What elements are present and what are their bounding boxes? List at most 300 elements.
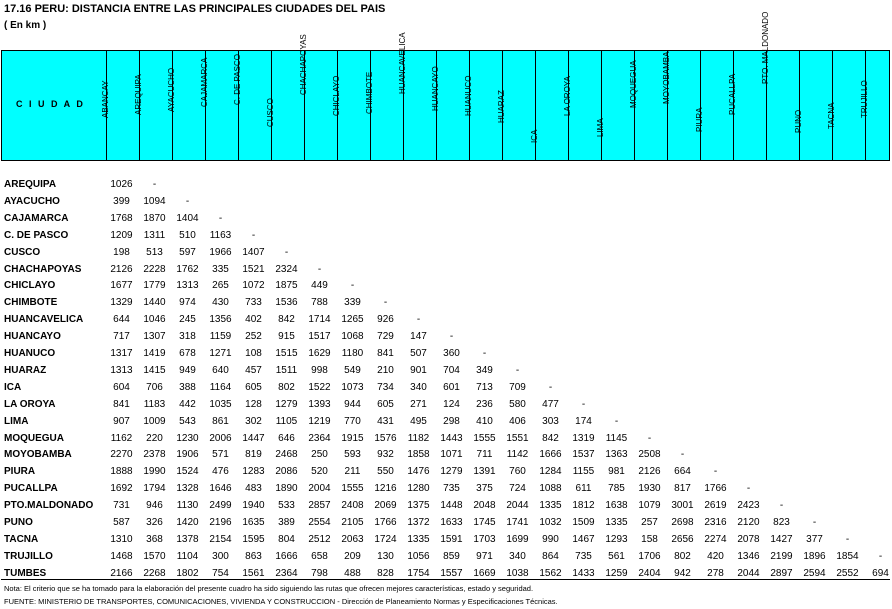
distance-cell: 2619 bbox=[704, 500, 727, 512]
distance-cell: 1130 bbox=[176, 500, 199, 512]
distance-cell: 2069 bbox=[374, 500, 397, 512]
distance-cell: 711 bbox=[476, 449, 493, 461]
distance-cell: 2270 bbox=[110, 449, 133, 461]
distance-cell: - bbox=[218, 212, 223, 224]
distance-cell: 731 bbox=[113, 500, 130, 512]
distance-cell: 265 bbox=[212, 280, 229, 292]
distance-cell: 430 bbox=[212, 297, 229, 309]
row-city-label: HUARAZ bbox=[4, 364, 47, 376]
distance-cell: 1966 bbox=[209, 246, 232, 258]
distance-cell: 1104 bbox=[176, 550, 199, 562]
distance-cell: 278 bbox=[707, 567, 724, 579]
distance-cell: 1259 bbox=[605, 567, 628, 579]
distance-cell: 842 bbox=[278, 314, 295, 326]
distance-cell: 2228 bbox=[143, 263, 166, 275]
distance-cell: 1930 bbox=[638, 483, 661, 495]
distance-cell: 974 bbox=[179, 297, 196, 309]
distance-cell: 1329 bbox=[110, 297, 133, 309]
distance-cell: - bbox=[152, 179, 157, 190]
distance-cell: 1155 bbox=[572, 466, 595, 478]
distance-cell: 477 bbox=[542, 398, 559, 410]
column-header-label: TRUJILLO bbox=[860, 80, 869, 119]
row-city-label: HUANUCO bbox=[4, 348, 56, 359]
column-header-label: C. DE PASCO bbox=[233, 54, 242, 106]
row-city-label: TRUJILLO bbox=[4, 550, 53, 562]
distance-cell: 1766 bbox=[374, 517, 397, 528]
distance-cell: 1666 bbox=[275, 550, 298, 562]
distance-cell: 1745 bbox=[473, 517, 496, 528]
distance-cell: 1714 bbox=[308, 314, 331, 326]
distance-cell: 543 bbox=[179, 415, 196, 427]
distance-cell: 326 bbox=[146, 517, 163, 528]
distance-cell: 1562 bbox=[539, 567, 562, 579]
distance-cell: 507 bbox=[410, 348, 427, 359]
distance-cell: 302 bbox=[245, 415, 262, 427]
distance-cell: 339 bbox=[344, 297, 361, 309]
distance-cell: 124 bbox=[443, 398, 460, 410]
row-city-label: PTO.MALDONADO bbox=[4, 500, 94, 512]
distance-cell: - bbox=[317, 263, 322, 275]
distance-cell: 1433 bbox=[572, 567, 595, 579]
distance-cell: 1142 bbox=[506, 449, 529, 461]
distance-cell: 640 bbox=[212, 364, 229, 376]
distance-cell: 476 bbox=[212, 466, 229, 478]
distance-cell: 2120 bbox=[737, 517, 760, 528]
row-city-label: MOQUEGUA bbox=[4, 432, 64, 444]
distance-cell: 2404 bbox=[638, 567, 661, 579]
distance-cell: 1393 bbox=[308, 398, 331, 410]
distance-cell: 1313 bbox=[110, 364, 133, 376]
distance-cell: 1561 bbox=[242, 567, 265, 579]
distance-cell: 1896 bbox=[803, 550, 826, 562]
distance-cell: 1293 bbox=[605, 533, 628, 545]
distance-cell: 402 bbox=[245, 314, 262, 326]
distance-cell: 1576 bbox=[374, 432, 397, 444]
distance-cell: 1633 bbox=[440, 517, 463, 528]
distance-cell: 2423 bbox=[737, 500, 760, 512]
distance-cell: - bbox=[647, 432, 652, 444]
distance-cell: 1476 bbox=[407, 466, 430, 478]
distance-cell: 389 bbox=[278, 517, 295, 528]
distance-cell: 2105 bbox=[341, 517, 364, 528]
column-header-label: HUARAZ bbox=[497, 90, 506, 124]
distance-cell: 601 bbox=[443, 381, 460, 393]
distance-cell: 1009 bbox=[143, 415, 166, 427]
distance-cell: 802 bbox=[278, 381, 295, 393]
distance-cell: 2078 bbox=[737, 533, 760, 545]
distance-cell: 863 bbox=[245, 550, 262, 562]
distance-cell: 915 bbox=[278, 331, 295, 343]
distance-cell: 1940 bbox=[242, 500, 265, 512]
distance-cell: 1328 bbox=[176, 483, 199, 495]
distance-cell: 457 bbox=[245, 364, 262, 376]
distance-cell: 488 bbox=[344, 567, 361, 579]
distance-cell: 1219 bbox=[308, 415, 331, 427]
distance-cell: 1443 bbox=[440, 432, 463, 444]
row-city-label: LA OROYA bbox=[4, 398, 56, 410]
distance-cell: 798 bbox=[311, 567, 328, 579]
distance-cell: 1164 bbox=[209, 381, 232, 393]
distance-cell: 1766 bbox=[704, 483, 727, 495]
distance-cell: 990 bbox=[542, 533, 559, 545]
column-header bbox=[860, 51, 892, 160]
row-city-label: TUMBES bbox=[4, 567, 47, 579]
table-note: Nota: El criterio que se ha tomado para la elaboración del presente cuadro ha sido siguiendo las rutas que ofrecen mejores características, estado y seguridad. bbox=[4, 584, 534, 593]
distance-cell: 717 bbox=[113, 331, 130, 343]
distance-cell: 1915 bbox=[341, 432, 364, 444]
distance-cell: 2554 bbox=[308, 517, 331, 528]
distance-cell: 1313 bbox=[176, 280, 199, 292]
column-header-label: MOYOBAMBA bbox=[662, 51, 671, 104]
distance-cell: 1335 bbox=[539, 500, 562, 512]
distance-cell: 335 bbox=[212, 263, 229, 275]
distance-cell: 1068 bbox=[341, 331, 364, 343]
distance-cell: 2364 bbox=[275, 567, 298, 579]
distance-cell: 1145 bbox=[605, 432, 628, 444]
distance-cell: - bbox=[284, 246, 289, 258]
distance-cell: 368 bbox=[146, 533, 163, 545]
distance-cell: 340 bbox=[410, 381, 427, 393]
distance-cell: 495 bbox=[410, 415, 427, 427]
distance-cell: 1741 bbox=[506, 517, 529, 528]
column-header-label: LA OROYA bbox=[563, 76, 572, 117]
distance-cell: 823 bbox=[773, 517, 790, 528]
distance-cell: 1517 bbox=[308, 331, 331, 343]
distance-cell: - bbox=[449, 331, 454, 343]
distance-cell: 1595 bbox=[242, 533, 265, 545]
distance-cell: 1375 bbox=[407, 500, 430, 512]
row-city-label: HUANCAYO bbox=[4, 331, 61, 343]
distance-cell: 694 bbox=[872, 567, 889, 579]
distance-cell: 209 bbox=[344, 550, 361, 562]
distance-cell: 1071 bbox=[440, 449, 463, 461]
distance-cell: 706 bbox=[146, 381, 163, 393]
distance-cell: 704 bbox=[443, 364, 460, 376]
row-city-label: CHICLAYO bbox=[4, 280, 56, 292]
distance-cell: 1762 bbox=[176, 263, 199, 275]
distance-cell: 1990 bbox=[143, 466, 166, 478]
distance-cell: 1271 bbox=[209, 348, 232, 359]
distance-cell: 1692 bbox=[110, 483, 133, 495]
distance-cell: 605 bbox=[377, 398, 394, 410]
distance-cell: 1088 bbox=[539, 483, 562, 495]
column-header-label: PIURA bbox=[695, 107, 704, 132]
distance-cell: 1854 bbox=[836, 550, 859, 562]
distance-cell: 907 bbox=[113, 415, 130, 427]
distance-cell: 236 bbox=[476, 398, 493, 410]
distance-cell: 1522 bbox=[308, 381, 331, 393]
distance-cell: 1105 bbox=[275, 415, 298, 427]
distance-cell: 298 bbox=[443, 415, 460, 427]
distance-cell: 571 bbox=[212, 449, 229, 461]
distance-cell: 1669 bbox=[473, 567, 496, 579]
distance-cell: 819 bbox=[245, 449, 262, 461]
distance-cell: 1629 bbox=[308, 348, 331, 359]
distance-cell: 802 bbox=[674, 550, 691, 562]
row-city-label: AREQUIPA bbox=[4, 179, 57, 190]
distance-cell: 1363 bbox=[605, 449, 628, 461]
distance-cell: 1180 bbox=[341, 348, 364, 359]
distance-cell: 303 bbox=[542, 415, 559, 427]
distance-cell: 1870 bbox=[143, 212, 166, 224]
distance-cell: 108 bbox=[245, 348, 262, 359]
distance-cell: 1163 bbox=[209, 229, 232, 241]
distance-cell: 2408 bbox=[341, 500, 364, 512]
distance-cell: 2364 bbox=[308, 432, 331, 444]
distance-cell: 593 bbox=[344, 449, 361, 461]
distance-cell: 733 bbox=[245, 297, 262, 309]
row-city-label: LIMA bbox=[4, 415, 29, 427]
table-title: 17.16 PERU: DISTANCIA ENTRE LAS PRINCIPALES CIUDADES DEL PAIS bbox=[4, 3, 386, 15]
distance-cell: 1279 bbox=[440, 466, 463, 478]
distance-cell: 1591 bbox=[440, 533, 463, 545]
row-city-label: PUNO bbox=[4, 517, 33, 528]
distance-cell: 1724 bbox=[374, 533, 397, 545]
distance-cell: 817 bbox=[674, 483, 691, 495]
column-header-label: PTO. MALDONADO bbox=[761, 11, 770, 84]
distance-cell: 2468 bbox=[275, 449, 298, 461]
distance-cell: 2698 bbox=[671, 517, 694, 528]
column-header bbox=[563, 51, 601, 160]
distance-cell: - bbox=[548, 381, 553, 393]
distance-cell: 664 bbox=[674, 466, 691, 478]
column-header-label: CHACHAPOYAS bbox=[299, 34, 308, 96]
distance-cell: 1419 bbox=[143, 348, 166, 359]
distance-cell: - bbox=[878, 550, 883, 562]
distance-cell: 864 bbox=[542, 550, 559, 562]
distance-cell: 1888 bbox=[110, 466, 133, 478]
distance-cell: 646 bbox=[278, 432, 295, 444]
distance-cell: 1391 bbox=[473, 466, 496, 478]
distance-cell: 724 bbox=[509, 483, 526, 495]
distance-cell: 1906 bbox=[176, 449, 199, 461]
column-header-label: LIMA bbox=[596, 118, 605, 138]
distance-cell: 2857 bbox=[308, 500, 331, 512]
distance-cell: 1467 bbox=[572, 533, 595, 545]
distance-cell: 932 bbox=[377, 449, 394, 461]
distance-cell: 709 bbox=[509, 381, 526, 393]
distance-cell: 1404 bbox=[176, 212, 199, 224]
row-city-label: CHIMBOTE bbox=[4, 297, 58, 309]
distance-cell: 252 bbox=[245, 331, 262, 343]
distance-cell: 1162 bbox=[110, 432, 133, 444]
distance-cell: 842 bbox=[542, 432, 559, 444]
distance-cell: 1280 bbox=[407, 483, 430, 495]
distance-cell: - bbox=[350, 280, 355, 292]
distance-cell: 2048 bbox=[473, 500, 496, 512]
distance-cell: 1310 bbox=[110, 533, 133, 545]
distance-cell: 1420 bbox=[176, 517, 199, 528]
distance-cell: 804 bbox=[278, 533, 295, 545]
distance-cell: 1447 bbox=[242, 432, 265, 444]
table-subtitle: ( En km ) bbox=[4, 20, 47, 31]
column-header-label: ICA bbox=[530, 129, 539, 143]
distance-cell: 785 bbox=[608, 483, 625, 495]
distance-cell: 901 bbox=[410, 364, 427, 376]
distance-cell: 300 bbox=[212, 550, 229, 562]
distance-cell: 949 bbox=[179, 364, 196, 376]
distance-cell: 2324 bbox=[275, 263, 298, 275]
distance-cell: 713 bbox=[476, 381, 493, 393]
distance-cell: 770 bbox=[344, 415, 361, 427]
distance-cell: 754 bbox=[212, 567, 229, 579]
distance-cell: 533 bbox=[278, 500, 295, 512]
distance-cell: 2499 bbox=[209, 500, 232, 512]
distance-cell: 2378 bbox=[143, 449, 166, 461]
distance-cell: 859 bbox=[443, 550, 460, 562]
distance-cell: 1448 bbox=[440, 500, 463, 512]
distance-cell: 349 bbox=[476, 364, 493, 376]
distance-cell: 1427 bbox=[770, 533, 793, 545]
distance-cell: 2268 bbox=[143, 567, 166, 579]
distance-cell: 1706 bbox=[638, 550, 661, 562]
distance-cell: 841 bbox=[113, 398, 130, 410]
row-city-label: TACNA bbox=[4, 533, 39, 545]
distance-cell: 1555 bbox=[341, 483, 364, 495]
distance-cell: 828 bbox=[377, 567, 394, 579]
distance-cell: 2508 bbox=[638, 449, 661, 461]
distance-cell: 2126 bbox=[638, 466, 661, 478]
distance-cell: 1858 bbox=[407, 449, 430, 461]
distance-cell: 340 bbox=[509, 550, 526, 562]
distance-cell: 174 bbox=[575, 415, 592, 427]
distance-cell: 580 bbox=[509, 398, 526, 410]
distance-cell: 1551 bbox=[506, 432, 529, 444]
column-header bbox=[761, 11, 799, 160]
distance-cell: - bbox=[482, 348, 487, 359]
distance-cell: 1555 bbox=[473, 432, 496, 444]
distance-cell: 611 bbox=[575, 483, 592, 495]
distance-cell: 1703 bbox=[473, 533, 496, 545]
distance-cell: 2316 bbox=[704, 517, 727, 528]
distance-cell: 2594 bbox=[803, 567, 826, 579]
distance-cell: 377 bbox=[806, 533, 823, 545]
distance-cell: 841 bbox=[377, 348, 394, 359]
distance-cell: 788 bbox=[311, 297, 328, 309]
distance-cell: 644 bbox=[113, 314, 130, 326]
distance-cell: 1265 bbox=[341, 314, 364, 326]
distance-cell: 2552 bbox=[836, 567, 859, 579]
column-header-label: CHICLAYO bbox=[332, 75, 341, 116]
distance-cell: 198 bbox=[113, 246, 130, 258]
distance-cell: 1038 bbox=[506, 567, 529, 579]
distance-cell: 410 bbox=[476, 415, 493, 427]
distance-cell: - bbox=[416, 314, 421, 326]
distance-cell: 1802 bbox=[176, 567, 199, 579]
distance-cell: 1699 bbox=[506, 533, 529, 545]
distance-cell: 1875 bbox=[275, 280, 298, 292]
distance-cell: 130 bbox=[377, 550, 394, 562]
column-header-label: CAJAMARCA bbox=[200, 57, 209, 107]
distance-cell: 1812 bbox=[572, 500, 595, 512]
distance-cell: 442 bbox=[179, 398, 196, 410]
distance-cell: 1646 bbox=[209, 483, 232, 495]
distance-cell: 946 bbox=[146, 500, 163, 512]
distance-cell: 1159 bbox=[209, 331, 232, 343]
distance-cell: 1046 bbox=[143, 314, 166, 326]
distance-cell: 1182 bbox=[407, 432, 430, 444]
distance-cell: - bbox=[812, 517, 817, 528]
distance-cell: 2004 bbox=[308, 483, 331, 495]
row-city-label: HUANCAVELICA bbox=[4, 314, 84, 326]
distance-cell: 210 bbox=[377, 364, 394, 376]
distance-cell: 981 bbox=[608, 466, 625, 478]
row-city-label: C. DE PASCO bbox=[4, 229, 69, 241]
distance-cell: - bbox=[251, 229, 256, 241]
distance-cell: 1216 bbox=[374, 483, 397, 495]
distance-cell: 1521 bbox=[242, 263, 265, 275]
distance-cell: 1026 bbox=[110, 179, 133, 190]
row-city-label: CHACHAPOYAS bbox=[4, 263, 82, 275]
column-header-label: TACNA bbox=[827, 102, 836, 130]
distance-cell: 245 bbox=[179, 314, 196, 326]
distance-cell: 658 bbox=[311, 550, 328, 562]
column-header bbox=[497, 51, 535, 160]
distance-cell: 3001 bbox=[671, 500, 694, 512]
distance-cell: - bbox=[185, 195, 190, 207]
distance-cell: - bbox=[713, 466, 718, 478]
column-header-label: AREQUIPA bbox=[134, 74, 143, 116]
distance-cell: 1279 bbox=[275, 398, 298, 410]
row-city-label: CUSCO bbox=[4, 246, 41, 258]
row-city-label: PIURA bbox=[4, 466, 36, 478]
distance-cell: 587 bbox=[113, 517, 130, 528]
distance-cell: 420 bbox=[707, 550, 724, 562]
row-header-label: C I U D A D bbox=[16, 99, 85, 109]
distance-cell: 2512 bbox=[308, 533, 331, 545]
distance-cell: 2086 bbox=[275, 466, 298, 478]
distance-cell: 2063 bbox=[341, 533, 364, 545]
distance-cell: 1768 bbox=[110, 212, 133, 224]
distance-cell: 926 bbox=[377, 314, 394, 326]
distance-cell: 729 bbox=[377, 331, 394, 343]
distance-cell: 1072 bbox=[242, 280, 265, 292]
distance-cell: 271 bbox=[410, 398, 427, 410]
distance-cell: 1890 bbox=[275, 483, 298, 495]
distance-cell: 735 bbox=[443, 483, 460, 495]
distance-cell: 597 bbox=[179, 246, 196, 258]
table-source: FUENTE: MINISTERIO DE TRANSPORTES, COMUNICACIONES, VIVIENDA Y CONSTRUCCION - Dirección de Planeamiento Normas y Especificaciones Técnicas. bbox=[4, 597, 558, 606]
distance-cell: 1440 bbox=[143, 297, 166, 309]
distance-cell: 1415 bbox=[143, 364, 166, 376]
distance-cell: 2199 bbox=[770, 550, 793, 562]
distance-cell: 734 bbox=[377, 381, 394, 393]
distance-cell: 375 bbox=[476, 483, 493, 495]
distance-cell: 1183 bbox=[143, 398, 166, 410]
distance-cell: 2044 bbox=[737, 567, 760, 579]
distance-cell: 1335 bbox=[605, 517, 628, 528]
distance-cell: 513 bbox=[146, 246, 163, 258]
distance-cell: 1284 bbox=[539, 466, 562, 478]
column-header-label: AYACUCHO bbox=[167, 67, 176, 112]
column-header-label: PUNO bbox=[794, 109, 803, 133]
distance-cell: 1557 bbox=[440, 567, 463, 579]
distance-cell: 1073 bbox=[341, 381, 364, 393]
distance-cell: 1335 bbox=[407, 533, 430, 545]
distance-cell: 158 bbox=[641, 533, 658, 545]
distance-cell: 1468 bbox=[110, 550, 133, 562]
distance-cell: - bbox=[614, 415, 619, 427]
distance-cell: 520 bbox=[311, 466, 328, 478]
column-header-label: ABANCAY bbox=[101, 80, 110, 119]
distance-cell: 1056 bbox=[407, 550, 430, 562]
distance-cell: 2166 bbox=[110, 567, 133, 579]
distance-cell: 971 bbox=[476, 550, 493, 562]
distance-cell: 1570 bbox=[143, 550, 166, 562]
column-header-label: HUANCAYO bbox=[431, 66, 440, 112]
distance-cell: 735 bbox=[575, 550, 592, 562]
distance-cell: 449 bbox=[311, 280, 328, 292]
